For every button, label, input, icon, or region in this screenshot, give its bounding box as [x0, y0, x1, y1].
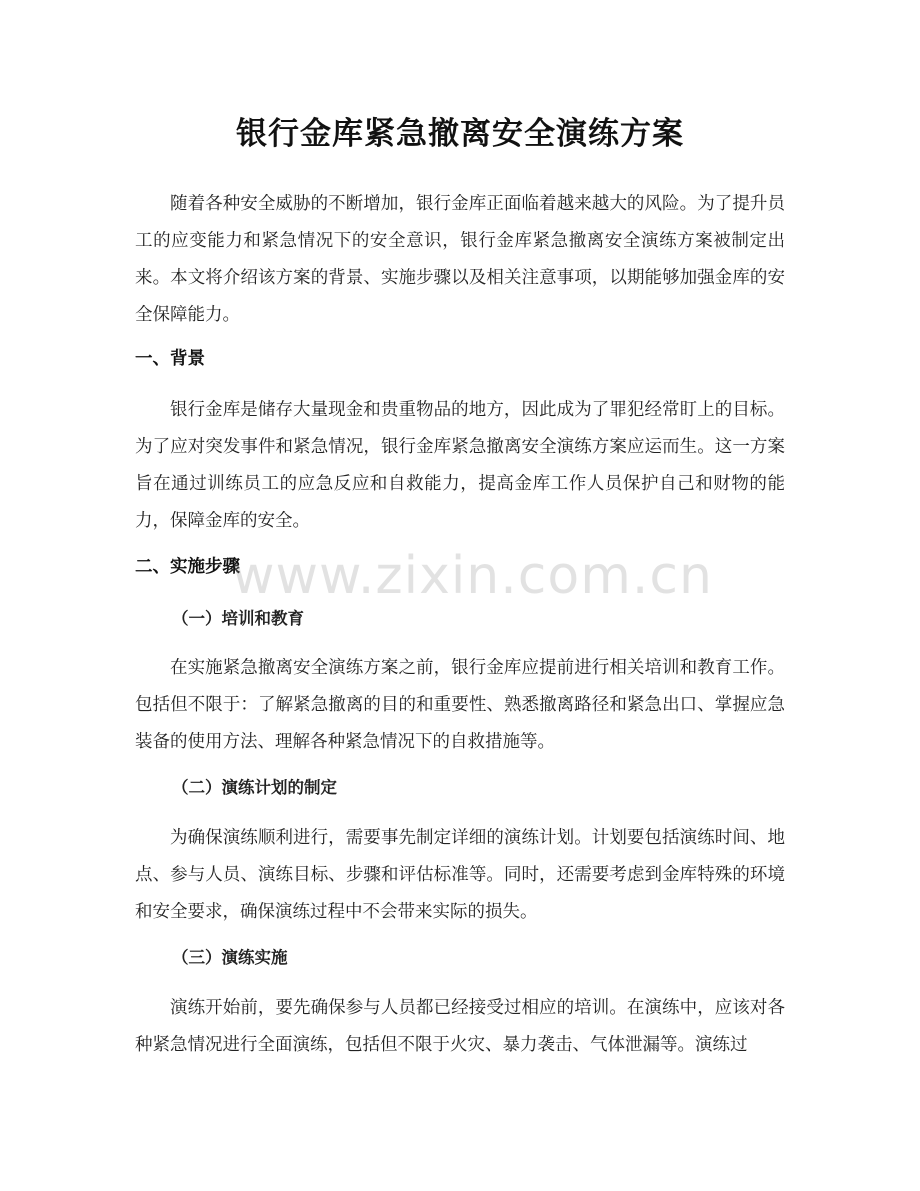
subheading-training: （一）培训和教育: [172, 609, 304, 628]
document-title: 银行金库紧急撤离安全演练方案: [236, 116, 684, 152]
section-heading-background: 一、背景: [135, 349, 205, 369]
intro-paragraph: 随着各种安全威胁的不断增加，银行金库正面临着越来越大的风险。为了提升员工的应变能力和紧急情况下的安全意识，银行金库紧急撤离安全演练方案被制定出来。本文将介绍该方案的背景、实施步骤以及相关注意事项，以期能够加强金库的安全保障能力。: [135, 194, 785, 325]
plan-paragraph: 为确保演练顺利进行，需要事先制定详细的演练计划。计划要包括演练时间、地点、参与人员、演练目标、步骤和评估标准等。同时，还需要考虑到金库特殊的环境和安全要求，确保演练过程中不会带来实际的损失。: [135, 828, 785, 922]
section-heading-steps: 二、实施步骤: [135, 557, 240, 577]
execution-paragraph: 演练开始前，要先确保参与人员都已经接受过相应的培训。在演练中，应该对各种紧急情况进行全面演练，包括但不限于火灾、暴力袭击、气体泄漏等。演练过: [135, 998, 785, 1055]
watermark: www.zixin.com.cn: [232, 546, 713, 606]
subheading-plan: （二）演练计划的制定: [172, 778, 337, 797]
subheading-execution: （三）演练实施: [172, 948, 288, 967]
training-paragraph: 在实施紧急撤离安全演练方案之前，银行金库应提前进行相关培训和教育工作。包括但不限于：了解紧急撤离的目的和重要性、熟悉撤离路径和紧急出口、掌握应急装备的使用方法、理解各种紧急情况下的自救措施等。: [135, 658, 785, 752]
background-paragraph: 银行金库是储存大量现金和贵重物品的地方，因此成为了罪犯经常盯上的目标。为了应对突发事件和紧急情况，银行金库紧急撤离安全演练方案应运而生。这一方案旨在通过训练员工的应急反应和自救能力，提高金库工作人员保护自己和财物的能力，保障金库的安全。: [135, 400, 785, 531]
